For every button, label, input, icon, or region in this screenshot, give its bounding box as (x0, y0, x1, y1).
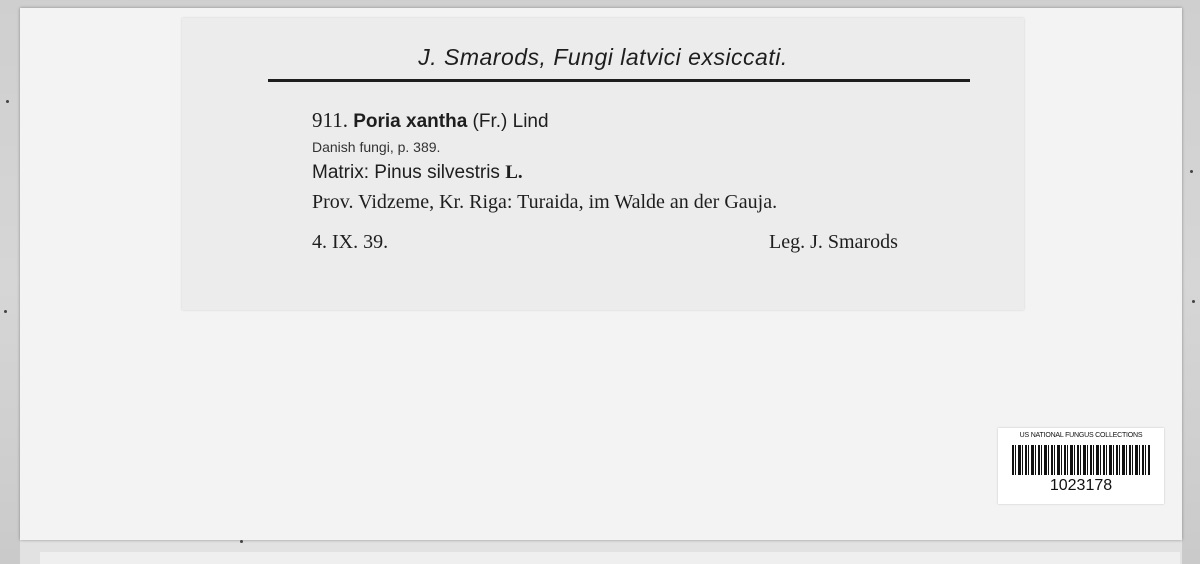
barcode-label (998, 428, 1164, 504)
matrix-text: Matrix: Pinus silvestris (312, 162, 500, 183)
specimen-label (182, 18, 1024, 310)
barcode-bars (1012, 445, 1150, 475)
matrix-line (312, 162, 523, 184)
species-name: Poria xantha (353, 111, 468, 132)
taxon-line (312, 108, 549, 133)
speck (240, 540, 243, 543)
speck (4, 310, 7, 313)
next-sheet-edge (40, 552, 1180, 564)
barcode-institution: US NATIONAL FUNGUS COLLECTIONS (1019, 432, 1143, 439)
label-header: J. Smarods, Fungi latvici exsiccati. (418, 44, 788, 70)
locality-line: Prov. Vidzeme, Kr. Riga: Turaida, im Walde an der Gauja. (312, 191, 778, 213)
speck (6, 100, 9, 103)
reference-line: Danish fungi, p. 389. (312, 139, 441, 155)
matrix-author: L. (505, 162, 523, 183)
barcode-number: 1023178 (1049, 477, 1113, 494)
speck (1192, 300, 1195, 303)
header-rule (268, 79, 970, 82)
species-authority: (Fr.) Lind (472, 111, 549, 132)
exsiccata-number: 911. (312, 108, 348, 132)
date-line: 4. IX. 39. (312, 231, 389, 253)
speck (1190, 170, 1193, 173)
collector-line: Leg. J. Smarods (769, 231, 898, 253)
